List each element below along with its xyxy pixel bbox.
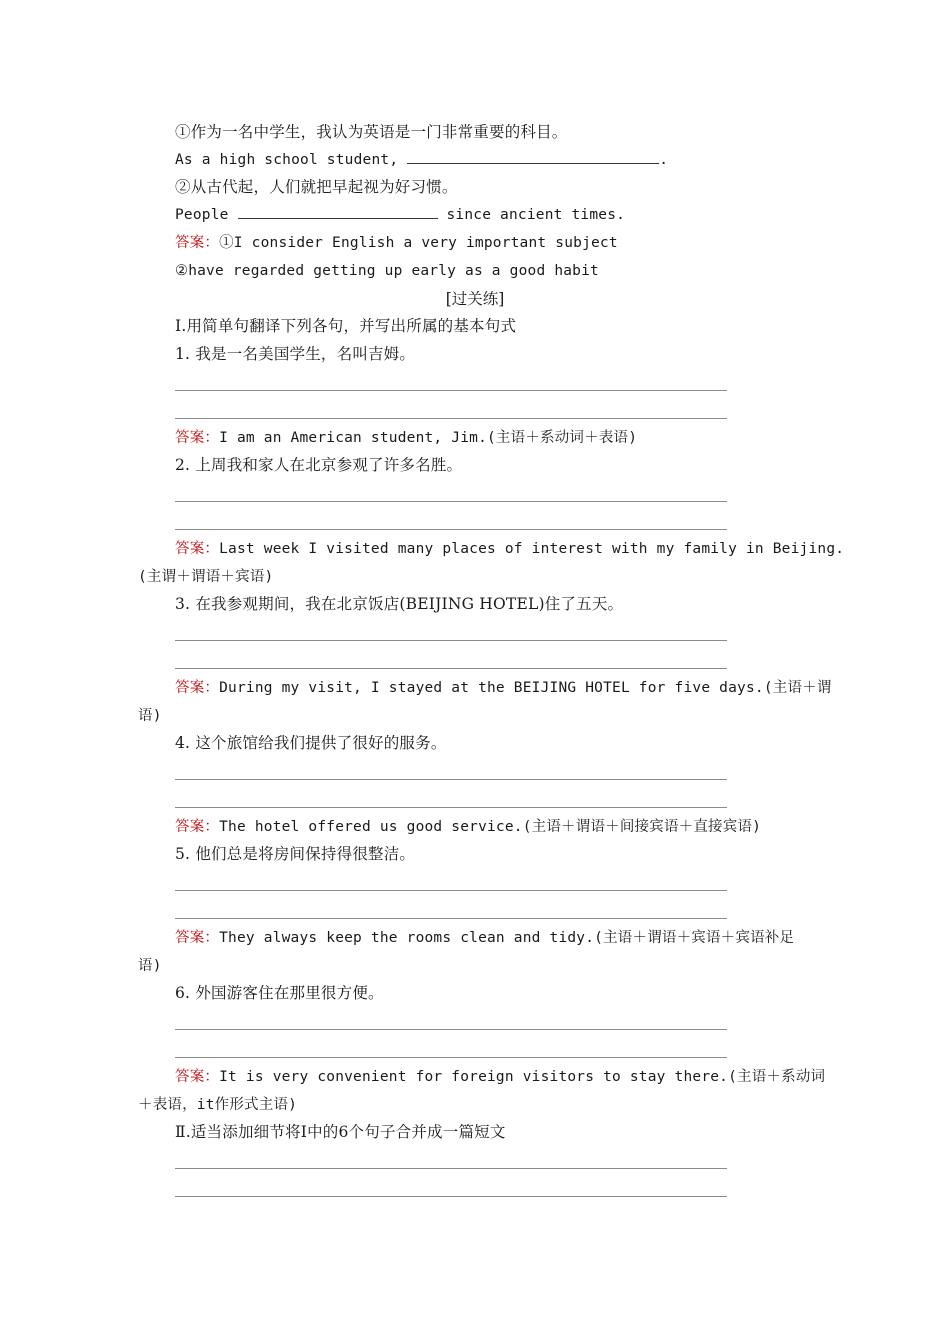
answer-label: 答案： bbox=[175, 680, 220, 696]
question-5: 5. 他们总是将房间保持得很整洁。 bbox=[175, 845, 416, 863]
answer-2-continued: (主谓＋谓语＋宾语) bbox=[138, 569, 274, 585]
q1-sentence-start: As a high school student, bbox=[175, 152, 399, 168]
warmup-answer-1 bbox=[175, 232, 855, 254]
answer-line[interactable] bbox=[175, 918, 727, 919]
answer-text: It is very convenient for foreign visitors to stay there.(主语＋系动词 bbox=[219, 1069, 826, 1085]
answer-6-continued: ＋表语，it作形式主语) bbox=[138, 1097, 298, 1113]
answer-text: They always keep the rooms clean and tidy.(主语＋谓语＋宾语＋宾语补足 bbox=[219, 930, 795, 946]
answer-line[interactable] bbox=[175, 668, 727, 669]
warmup-answer-2: ②have regarded getting up early as a good habit bbox=[175, 263, 599, 279]
q2-blank[interactable] bbox=[238, 204, 438, 219]
answer-label: 答案： bbox=[175, 430, 220, 446]
answer-text: ①I consider English a very important subject bbox=[219, 235, 618, 251]
answer-5 bbox=[175, 927, 855, 949]
question-1: 1. 我是一名美国学生，名叫吉姆。 bbox=[175, 345, 416, 363]
answer-4 bbox=[175, 816, 855, 838]
answer-line[interactable] bbox=[175, 1057, 727, 1058]
answer-label: 答案： bbox=[175, 930, 220, 946]
answer-1 bbox=[175, 427, 855, 449]
q2-sentence-end: since ancient times. bbox=[446, 207, 626, 223]
question-4: 4. 这个旅馆给我们提供了很好的服务。 bbox=[175, 734, 447, 752]
answer-label: 答案： bbox=[175, 541, 220, 557]
answer-6 bbox=[175, 1066, 855, 1088]
section-title: [过关练] bbox=[445, 290, 505, 308]
answer-text: Last week I visited many places of interest with my family in Beijing. bbox=[219, 541, 845, 557]
answer-5-continued: 语) bbox=[138, 958, 162, 974]
answer-line[interactable] bbox=[175, 779, 727, 780]
part1-instruction: Ⅰ.用简单句翻译下列各句，并写出所属的基本句式 bbox=[175, 317, 517, 335]
answer-label: 答案： bbox=[175, 235, 220, 251]
warmup-q1-chinese: ①作为一名中学生，我认为英语是一门非常重要的科目。 bbox=[175, 123, 568, 141]
answer-line[interactable] bbox=[175, 390, 727, 391]
q1-sentence-end: . bbox=[659, 152, 669, 168]
answer-line[interactable] bbox=[175, 1196, 727, 1197]
answer-2 bbox=[175, 538, 855, 560]
answer-line[interactable] bbox=[175, 890, 727, 891]
q2-sentence-start: People bbox=[175, 207, 229, 223]
q1-blank[interactable] bbox=[407, 149, 659, 164]
answer-line[interactable] bbox=[175, 1168, 727, 1169]
answer-3-continued: 语) bbox=[138, 708, 162, 724]
answer-text: I am an American student, Jim.(主语＋系动词＋表语) bbox=[219, 430, 638, 446]
warmup-q2-chinese: ②从古代起，人们就把早起视为好习惯。 bbox=[175, 178, 458, 196]
question-3: 3. 在我参观期间，我在北京饭店(BEIJING HOTEL)住了五天。 bbox=[175, 595, 624, 613]
warmup-q1-english bbox=[175, 149, 855, 171]
answer-line[interactable] bbox=[175, 529, 727, 530]
answer-label: 答案： bbox=[175, 819, 220, 835]
warmup-q2-english bbox=[175, 204, 855, 226]
answer-text: The hotel offered us good service.(主语＋谓语＋间接宾语＋直接宾语) bbox=[219, 819, 762, 835]
answer-line[interactable] bbox=[175, 807, 727, 808]
part2-instruction: Ⅱ.适当添加细节将Ⅰ中的6个句子合并成一篇短文 bbox=[175, 1123, 506, 1141]
answer-text: During my visit, I stayed at the BEIJING HOTEL for five days.(主语＋谓 bbox=[219, 680, 832, 696]
answer-label: 答案： bbox=[175, 1069, 220, 1085]
answer-line[interactable] bbox=[175, 418, 727, 419]
question-6: 6. 外国游客住在那里很方便。 bbox=[175, 984, 384, 1002]
answer-3 bbox=[175, 677, 855, 699]
answer-line[interactable] bbox=[175, 501, 727, 502]
answer-line[interactable] bbox=[175, 640, 727, 641]
question-2: 2. 上周我和家人在北京参观了许多名胜。 bbox=[175, 456, 463, 474]
answer-line[interactable] bbox=[175, 1029, 727, 1030]
